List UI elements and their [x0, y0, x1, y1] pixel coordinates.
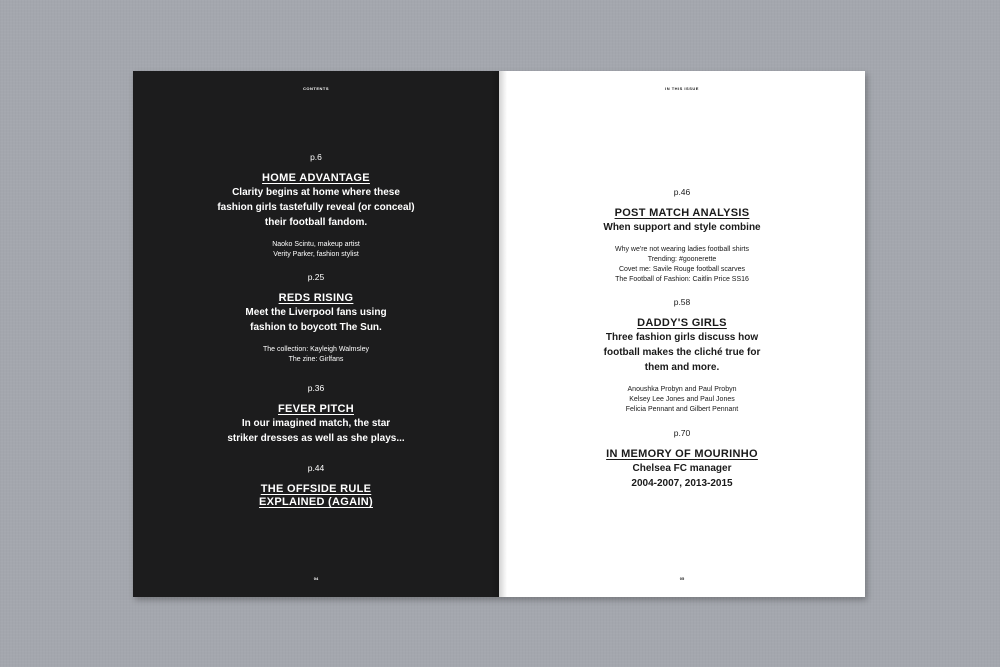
entry-description: Meet the Liverpool fans using fashion to boycott The Sun. — [245, 307, 387, 333]
page-number: p.58 — [673, 297, 691, 307]
running-head: IN THIS ISSUE — [665, 86, 699, 91]
right-page — [499, 71, 865, 597]
entry-credits: The collection: Kayleigh Walmsley The zine: Girlfans — [263, 346, 369, 363]
toc-entry — [133, 152, 499, 260]
entry-title: FEVER PITCH — [277, 403, 355, 415]
page-number: p.46 — [673, 187, 691, 197]
entry-credits: Why we're not wearing ladies football shirts Trending: #goonerette Covet me: Savile Rouge football scarves The Football of Fashion: Caitlin Price SS16 — [614, 246, 749, 283]
entry-description: Chelsea FC manager 2004-2007, 2013-2015 — [631, 463, 733, 489]
toc-entry — [133, 463, 499, 509]
toc-entry — [133, 383, 499, 446]
page-number: p.70 — [673, 428, 691, 438]
folio-page-number: 05 — [679, 576, 685, 581]
magazine-spread — [133, 71, 865, 597]
entry-title: POST MATCH ANALYSIS — [614, 207, 750, 219]
page-number: p.36 — [307, 383, 325, 393]
folio-page-number: 04 — [313, 576, 319, 581]
entry-description: When support and style combine — [603, 222, 761, 233]
toc-entry — [133, 272, 499, 365]
toc-entry — [499, 187, 865, 285]
entry-description: In our imagined match, the star striker dresses as well as she plays... — [227, 418, 405, 444]
toc-entry — [499, 297, 865, 415]
entry-credits: Naoko Scintu, makeup artist Verity Parker, fashion stylist — [272, 241, 360, 258]
page-number: p.6 — [310, 152, 322, 162]
entry-description: Three fashion girls discuss how football makes the cliché true for them and more. — [603, 332, 761, 373]
entry-title: HOME ADVANTAGE — [262, 172, 370, 184]
entry-title: THE OFFSIDE RULE EXPLAINED (AGAIN) — [259, 483, 373, 508]
entry-credits: Anoushka Probyn and Paul Probyn Kelsey Lee Jones and Paul Jones Felicia Pennant and Gilbert Pennant — [625, 386, 739, 413]
entry-description: Clarity begins at home where these fashion girls tastefully reveal (or conceal) their football fandom. — [217, 187, 415, 228]
entry-title: IN MEMORY OF MOURINHO — [606, 448, 758, 460]
running-head: CONTENTS — [303, 86, 329, 91]
toc-entry — [499, 428, 865, 491]
left-page — [133, 71, 499, 597]
entry-title: REDS RISING — [278, 292, 354, 304]
page-number: p.44 — [307, 463, 325, 473]
page-number: p.25 — [307, 272, 325, 282]
entry-title: DADDY'S GIRLS — [637, 317, 727, 329]
